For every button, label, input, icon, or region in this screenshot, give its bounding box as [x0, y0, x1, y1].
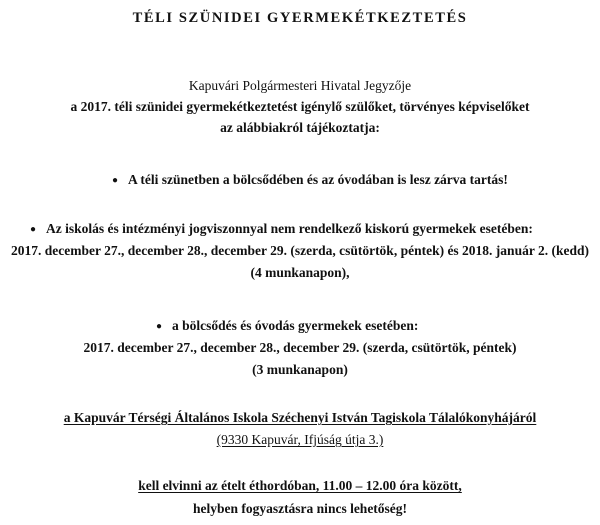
pickup-instruction: kell elvinni az ételt éthordóban, 11.00 – 12.00 óra között, [138, 478, 462, 493]
bullet-icon: ● [30, 224, 37, 235]
bullet-text: a bölcsődés és óvodás gyermekek esetében: [172, 318, 419, 333]
issuer-line: Kapuvári Polgármesteri Hivatal Jegyzője [188, 78, 412, 93]
addressee-line: a 2017. téli szünidei gyermekétkeztetést igénylő szülőket, törvényes képviselőket [70, 99, 530, 114]
school-kitchen-name: a Kapuvár Térségi Általános Iskola Széchenyi István Tagiskola Tálalókonyhájáról [63, 410, 537, 425]
bullet-item-school-age [30, 221, 533, 237]
bullet-item-nursery [156, 318, 418, 334]
intro-line: az alábbiakról tájékoztatja: [220, 120, 380, 135]
bullet-text: A téli szünetben a bölcsődében és az óvodában is lesz zárva tartás! [128, 172, 508, 187]
bullet-icon: ● [112, 175, 119, 186]
nursery-dates: 2017. december 27., december 28., december 29. (szerda, csütörtök, péntek) [83, 340, 517, 355]
nursery-days: (3 munkanapon) [252, 362, 348, 377]
school-address: (9330 Kapuvár, Ifjúság útja 3.) [216, 432, 384, 447]
bullet-text: Az iskolás és intézményi jogviszonnyal nem rendelkező kiskorú gyermekek esetében: [46, 221, 533, 236]
school-age-dates: 2017. december 27., december 28., december 29. (szerda, csütörtök, péntek) és 2018. január 2. (kedd) [11, 243, 589, 258]
bullet-icon: ● [156, 321, 163, 332]
school-age-days: (4 munkanapon), [250, 265, 350, 280]
bullet-item-closure [112, 172, 508, 188]
document-title: TÉLI SZÜNIDEI GYERMEKÉTKEZTETÉS [132, 10, 468, 26]
no-onsite-dining: helyben fogyasztásra nincs lehetőség! [192, 501, 408, 516]
